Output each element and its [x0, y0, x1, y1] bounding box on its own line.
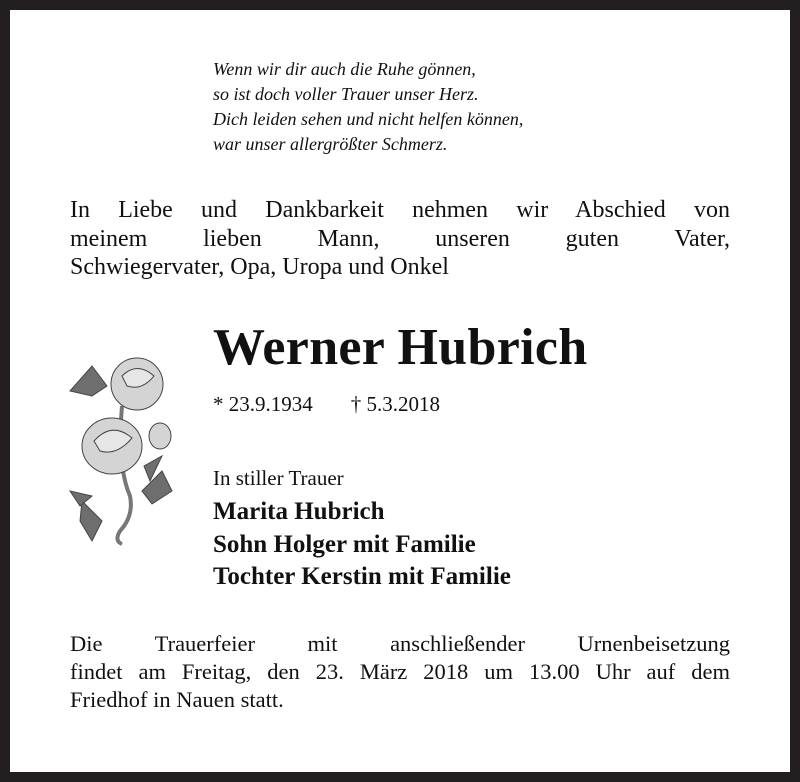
intro-line: Schwiegervater, Opa, Uropa und Onkel [70, 254, 449, 280]
mourner: Marita Hubrich [213, 498, 385, 525]
poem [213, 57, 523, 157]
funeral-info-line: Die Trauerfeier mit anschließender Urnenbeisetzung [70, 631, 730, 656]
birth-date: * 23.9.1934 [213, 392, 313, 416]
deceased-name: Werner Hubrich [213, 319, 588, 376]
intro-line: In Liebe und Dankbarkeit nehmen wir Abschied von [70, 197, 730, 223]
poem-line: Wenn wir dir auch die Ruhe gönnen, [213, 59, 476, 79]
intro-line: meinem lieben Mann, unseren guten Vater, [70, 225, 730, 252]
mourning-label: In stiller Trauer [213, 466, 344, 490]
obituary-notice [10, 10, 790, 772]
poem-line: so ist doch voller Trauer unser Herz. [213, 84, 479, 104]
mourners-list [213, 496, 511, 594]
life-dates [213, 392, 478, 417]
intro-text [70, 196, 730, 282]
rose-illustration-icon [62, 346, 182, 546]
poem-line: war unser allergrößter Schmerz. [213, 134, 448, 154]
mourner: Sohn Holger mit Familie [213, 530, 476, 558]
death-date: † 5.3.2018 [350, 392, 440, 416]
funeral-info-line: Friedhof in Nauen statt. [70, 687, 284, 712]
funeral-info-line: findet am Freitag, den 23. März 2018 um 13.00 Uhr auf dem [70, 659, 730, 684]
poem-line: Dich leiden sehen und nicht helfen können, [213, 109, 524, 129]
mourner: Tochter Kerstin mit Familie [213, 563, 511, 590]
funeral-info [70, 630, 730, 714]
